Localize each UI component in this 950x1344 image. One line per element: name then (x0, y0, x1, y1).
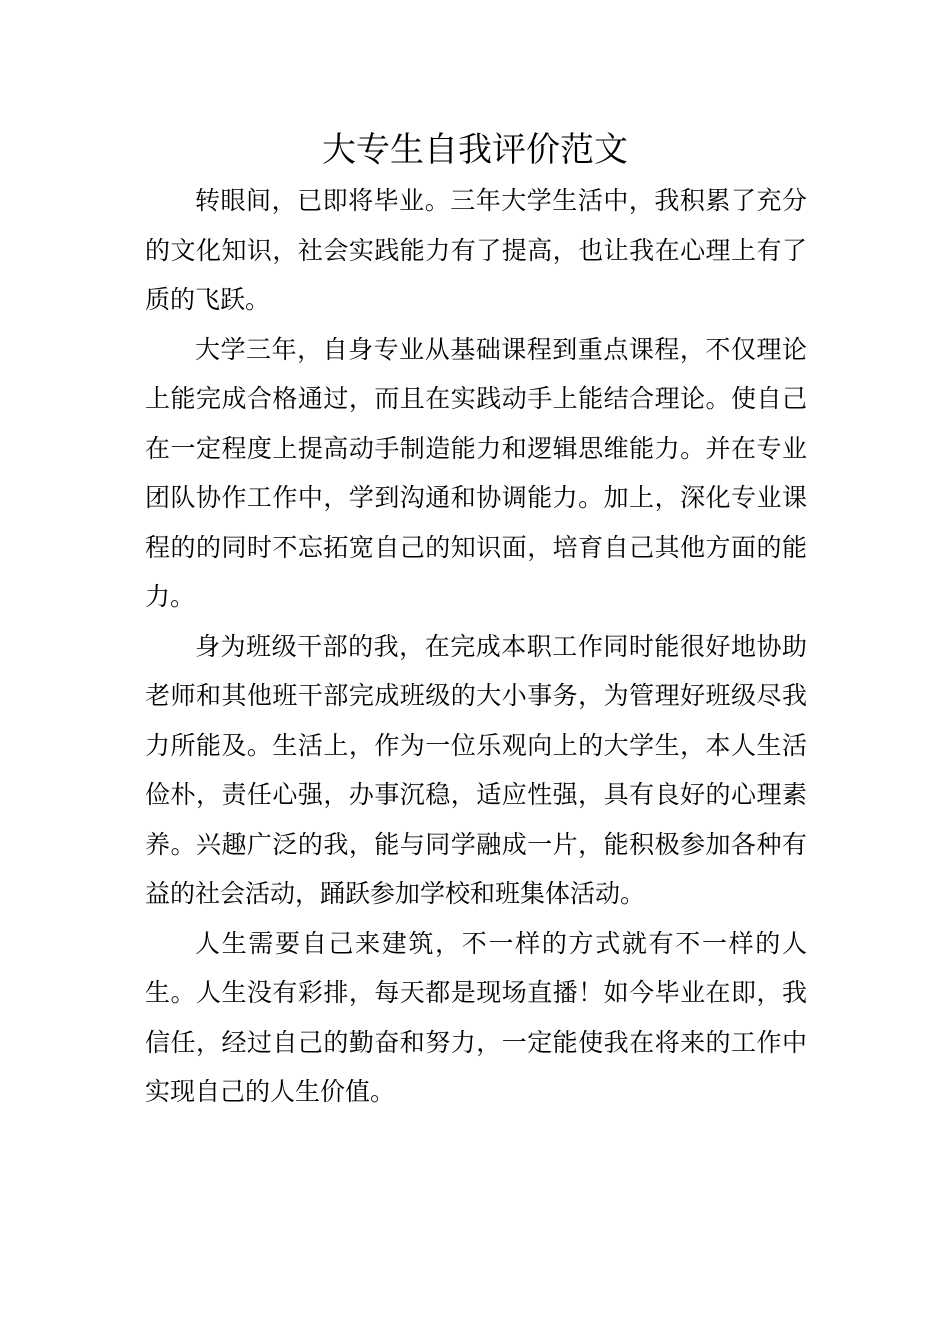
paragraph-4: 人生需要自己来建筑，不一样的方式就有不一样的人生。人生没有彩排，每天都是现场直播！如今毕业在即，我信任，经过自己的勤奋和努力，一定能使我在将来的工作中实现自己的人生价值。 (145, 928, 807, 1106)
document-title: 大专生自我评价范文 (322, 130, 628, 170)
paragraph-1: 转眼间，已即将毕业。三年大学生活中，我积累了充分的文化知识，社会实践能力有了提高，也让我在心理上有了质的飞跃。 (145, 186, 807, 314)
document-body (145, 176, 807, 1117)
paragraph-2: 大学三年，自身专业从基础课程到重点课程，不仅理论上能完成合格通过，而且在实践动手上能结合理论。使自己在一定程度上提高动手制造能力和逻辑思维能力。并在专业团队协作工作中，学到沟通和协调能力。加上，深化专业课程的的同时不忘拓宽自己的知识面，培育自己其他方面的能力。 (145, 334, 807, 611)
paragraph-3: 身为班级干部的我，在完成本职工作同时能很好地协助老师和其他班干部完成班级的大小事务，为管理好班级尽我力所能及。生活上，作为一位乐观向上的大学生，本人生活俭朴，责任心强，办事沉稳，适应性强，具有良好的心理素养。兴趣广泛的我，能与同学融成一片，能积极参加各种有益的社会活动，踊跃参加学校和班集体活动。 (145, 631, 807, 908)
